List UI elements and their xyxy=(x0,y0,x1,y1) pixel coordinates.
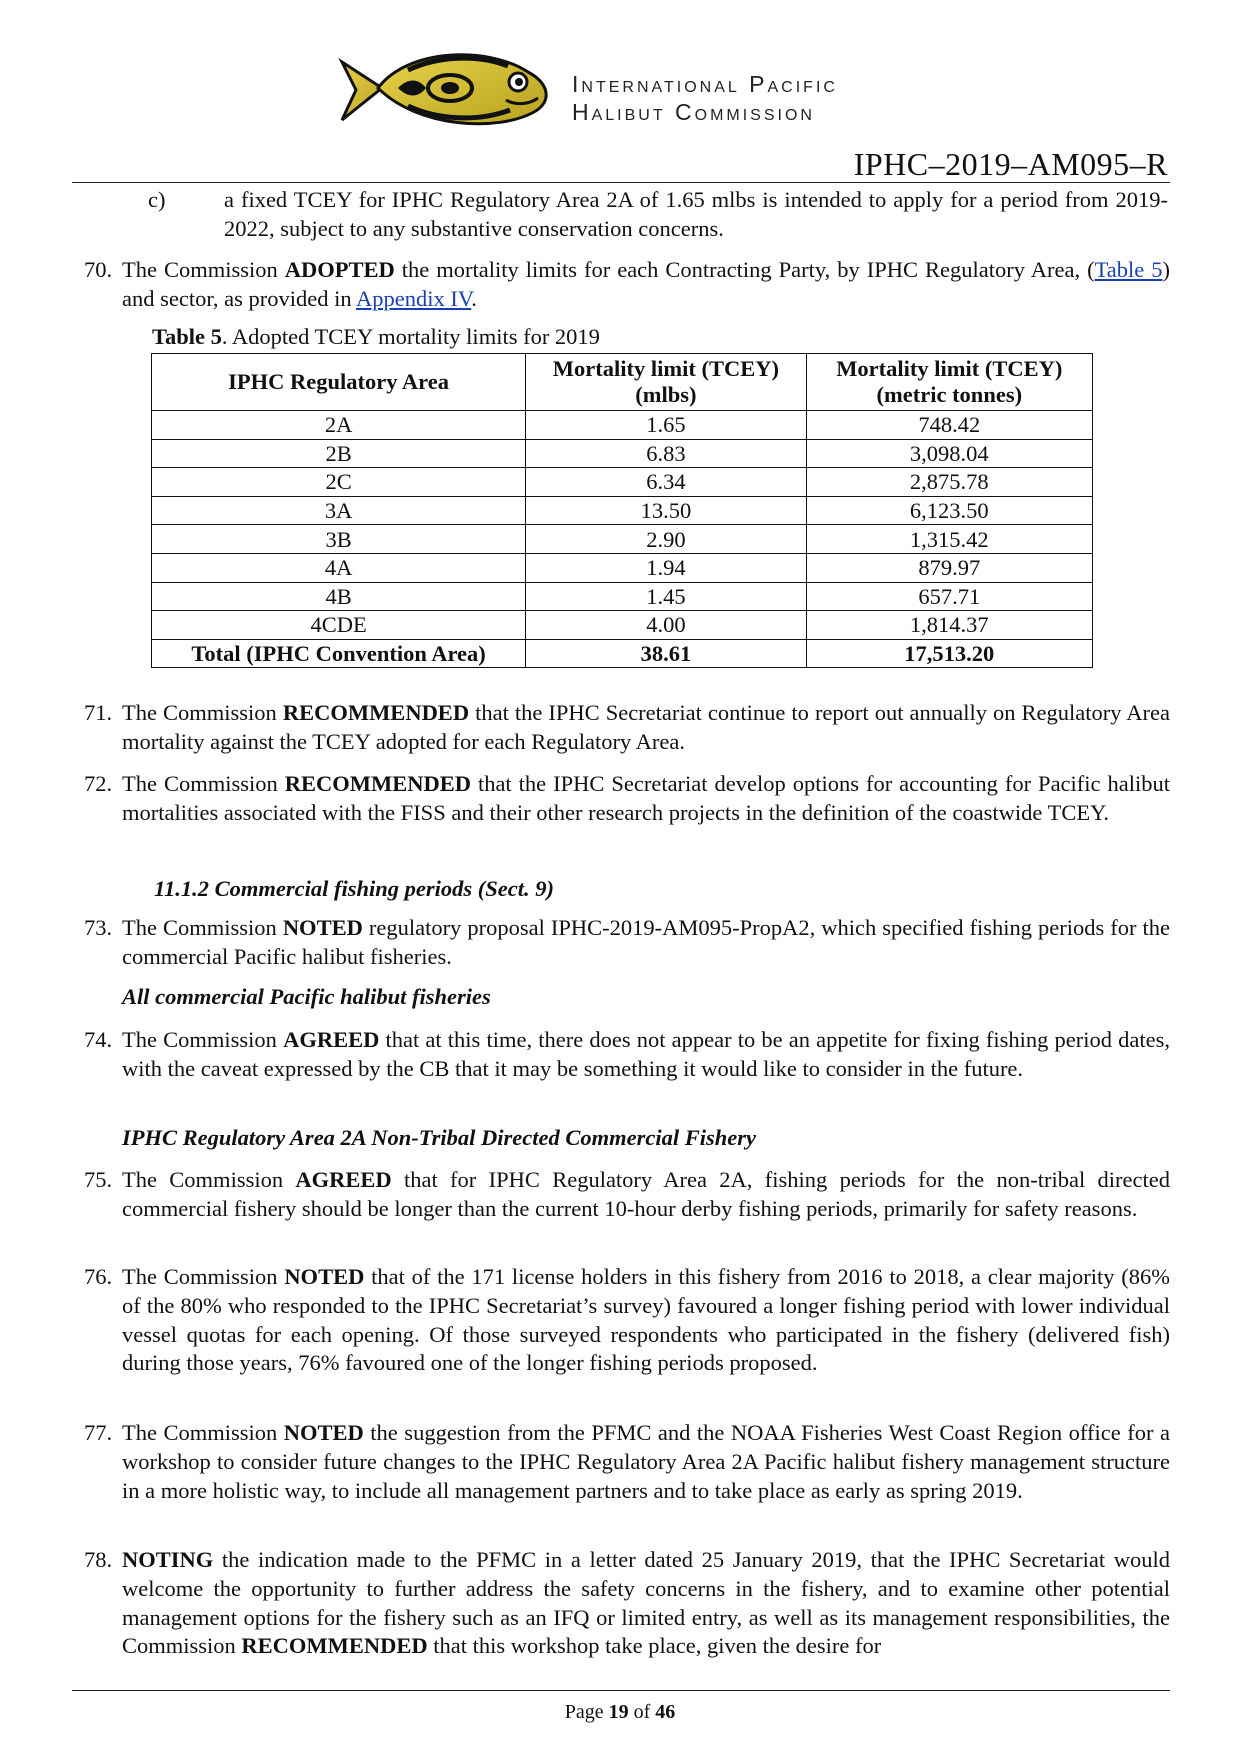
section-heading: 11.1.2 Commercial fishing periods (Sect. 9) xyxy=(154,876,555,901)
table-row xyxy=(152,496,1093,525)
paragraph-75 xyxy=(72,1166,1170,1224)
subheading-area-2a: IPHC Regulatory Area 2A Non-Tribal Directed Commercial Fishery xyxy=(122,1125,756,1150)
cell-area: 4B xyxy=(152,582,526,611)
table-row xyxy=(152,411,1093,440)
cell-tonnes: 3,098.04 xyxy=(806,439,1092,468)
cell-tonnes: 748.42 xyxy=(806,411,1092,440)
cell-area: 4CDE xyxy=(152,611,526,640)
paragraph-number: 72. xyxy=(84,771,113,796)
cell-area: 3B xyxy=(152,525,526,554)
org-line-1: International Pacific xyxy=(572,71,838,97)
current-page-number: 19 xyxy=(608,1701,629,1723)
paragraph-number: 71. xyxy=(84,700,113,725)
halibut-logo-icon xyxy=(338,44,556,132)
cell-mlbs: 6.83 xyxy=(526,439,806,468)
cell-total-label: Total (IPHC Convention Area) xyxy=(152,639,526,668)
table-row xyxy=(152,553,1093,582)
paragraph-number: 78. xyxy=(84,1547,113,1572)
paragraph-number: 73. xyxy=(84,915,113,940)
cell-mlbs: 2.90 xyxy=(526,525,806,554)
cell-total-tonnes: 17,513.20 xyxy=(806,639,1092,668)
paragraph-number: 75. xyxy=(84,1167,113,1192)
paragraph-74 xyxy=(72,1026,1170,1084)
footer-divider xyxy=(72,1690,1170,1691)
paragraph-text: NOTING the indication made to the PFMC in a letter dated 25 January 2019, that the IPHC Secretariat would welcome the opportunity to further address the safety concerns in the fishery, and to examine other potential management options for the fishery such as an IFQ or limited entry, as well as its management responsibilities, the Commission RECOMMENDED that this workshop take place, given the desire for xyxy=(122,1547,1170,1659)
total-pages: 46 xyxy=(655,1701,676,1723)
table-caption: Table 5. Adopted TCEY mortality limits for 2019 xyxy=(152,324,600,349)
cell-tonnes: 879.97 xyxy=(806,553,1092,582)
cell-area: 2C xyxy=(152,468,526,497)
org-line-2: Halibut Commission xyxy=(572,99,815,125)
header-divider xyxy=(72,182,1170,183)
paragraph-76 xyxy=(72,1263,1170,1378)
cell-mlbs: 4.00 xyxy=(526,611,806,640)
table-total-row xyxy=(152,639,1093,668)
cell-area: 3A xyxy=(152,496,526,525)
document-id: IPHC–2019–AM095–R xyxy=(853,146,1168,182)
cell-mlbs: 1.45 xyxy=(526,582,806,611)
cell-tonnes: 657.71 xyxy=(806,582,1092,611)
paragraph-text: The Commission NOTED the suggestion from the PFMC and the NOAA Fisheries West Coast Region office for a workshop to consider future changes to the IPHC Regulatory Area 2A Pacific halibut fishery management structure in a more holistic way, to include all management partners and to take place as early as spring 2019. xyxy=(122,1420,1170,1503)
paragraph-text: The Commission RECOMMENDED that the IPHC Secretariat continue to report out annually on Regulatory Area mortality against the TCEY adopted for each Regulatory Area. xyxy=(122,700,1170,754)
cell-tonnes: 2,875.78 xyxy=(806,468,1092,497)
paragraph-number: 70. xyxy=(84,257,113,282)
paragraph-78 xyxy=(72,1546,1170,1661)
paragraph-72 xyxy=(72,770,1170,828)
table-row xyxy=(152,611,1093,640)
paragraph-text: The Commission AGREED that at this time, there does not appear to be an appetite for fixing fishing period dates, with the caveat expressed by the CB that it may be something it would like to consider in the future. xyxy=(122,1027,1170,1081)
cell-total-mlbs: 38.61 xyxy=(526,639,806,668)
paragraph-73 xyxy=(72,914,1170,972)
table-row xyxy=(152,525,1093,554)
cell-area: 2B xyxy=(152,439,526,468)
paragraph-71 xyxy=(72,699,1170,757)
paragraph-77 xyxy=(72,1419,1170,1505)
list-item-text: a fixed TCEY for IPHC Regulatory Area 2A of 1.65 mlbs is intended to apply for a period from 2019-2022, subject to any substantive conservation concerns. xyxy=(224,187,1168,241)
cell-area: 2A xyxy=(152,411,526,440)
header-mlbs: Mortality limit (TCEY) (mlbs) xyxy=(526,354,806,411)
organization-name xyxy=(572,70,838,126)
header-tonnes: Mortality limit (TCEY) (metric tonnes) xyxy=(806,354,1092,411)
page-footer: Page 19 of 46 xyxy=(564,1701,676,1723)
paragraph-number: 74. xyxy=(84,1027,113,1052)
cell-tonnes: 1,814.37 xyxy=(806,611,1092,640)
appendix-iv-link[interactable]: Appendix IV xyxy=(356,285,472,311)
paragraph-text: The Commission RECOMMENDED that the IPHC Secretariat develop options for accounting for Pacific halibut mortalities associated with the FISS and their other research projects in the definition of the coastwide TCEY. xyxy=(122,771,1170,825)
paragraph-number: 77. xyxy=(84,1420,113,1445)
cell-area: 4A xyxy=(152,553,526,582)
paragraph-number: 76. xyxy=(84,1264,113,1289)
cell-mlbs: 6.34 xyxy=(526,468,806,497)
cell-mlbs: 1.65 xyxy=(526,411,806,440)
paragraph-70 xyxy=(72,256,1170,314)
table-5-link[interactable]: Table 5 xyxy=(1094,257,1163,282)
paragraph-text: The Commission ADOPTED the mortality limits for each Contracting Party, by IPHC Regulatory Area, (Table 5) and sector, as provided in Appendix IV. xyxy=(122,257,1170,311)
table-row xyxy=(152,468,1093,497)
table-row xyxy=(152,582,1093,611)
header-area: IPHC Regulatory Area xyxy=(152,354,526,411)
table-row xyxy=(152,439,1093,468)
paragraph-text: The Commission AGREED that for IPHC Regulatory Area 2A, fishing periods for the non-tribal directed commercial fishery should be longer than the current 10-hour derby fishing periods, primarily for safety reasons. xyxy=(122,1167,1170,1221)
paragraph-text: The Commission NOTED that of the 171 license holders in this fishery from 2016 to 2018, a clear majority (86% of the 80% who responded to the IPHC Secretariat’s survey) favoured a longer fishing period with lower individual vessel quotas for each opening. Of those surveyed respondents who participated in the fishery (delivered fish) during those years, 76% favoured one of the longer fishing periods proposed. xyxy=(122,1264,1170,1376)
paragraph-text: The Commission NOTED regulatory proposal IPHC-2019-AM095-PropA2, which specified fishing periods for the commercial Pacific halibut fisheries. xyxy=(122,915,1171,969)
mortality-limits-table xyxy=(151,353,1093,668)
cell-tonnes: 6,123.50 xyxy=(806,496,1092,525)
table-header-row xyxy=(152,354,1093,411)
list-item-label: c) xyxy=(148,187,166,212)
cell-tonnes: 1,315.42 xyxy=(806,525,1092,554)
subheading-all-commercial: All commercial Pacific halibut fisheries xyxy=(122,984,491,1009)
cell-mlbs: 1.94 xyxy=(526,553,806,582)
cell-mlbs: 13.50 xyxy=(526,496,806,525)
